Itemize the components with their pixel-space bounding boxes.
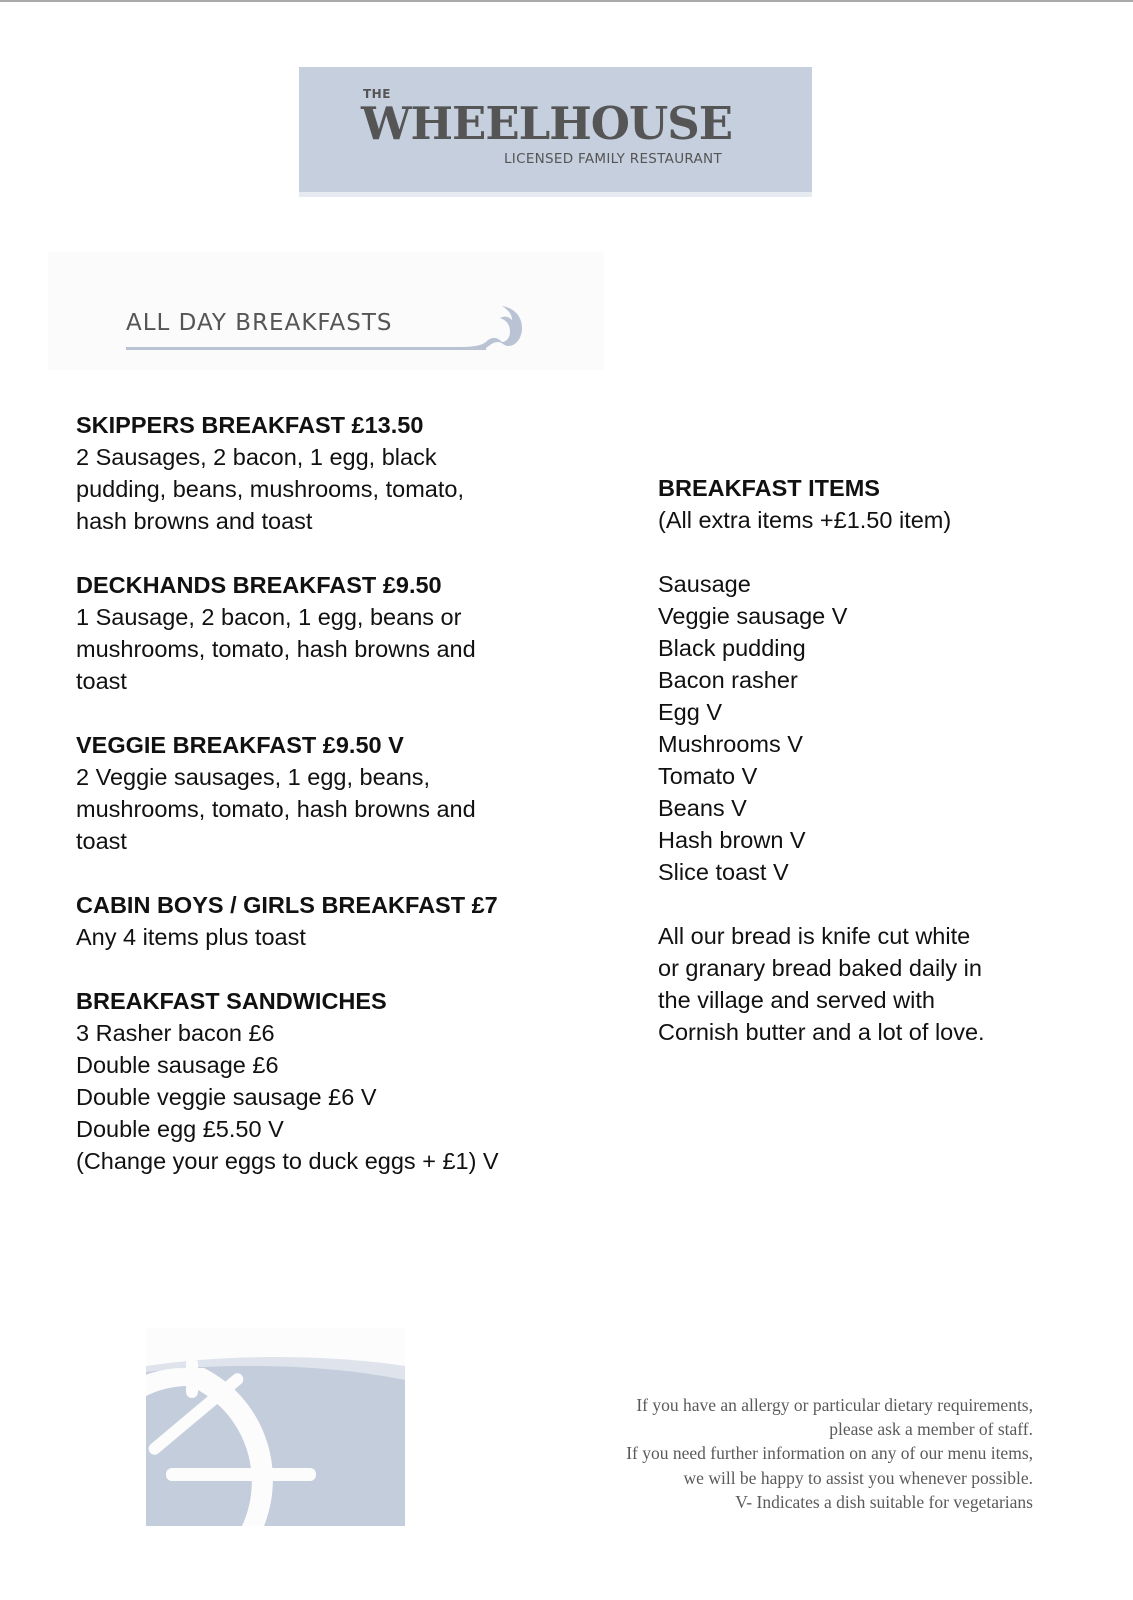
dish-description-line: mushrooms, tomato, hash browns and bbox=[76, 796, 476, 822]
items-title: BREAKFAST ITEMS bbox=[658, 475, 880, 501]
section-title: ALL DAY BREAKFASTS bbox=[126, 310, 393, 336]
extra-item: Sausage bbox=[658, 571, 751, 597]
dish-description-line: 1 Sausage, 2 bacon, 1 egg, beans or bbox=[76, 604, 462, 630]
sandwich-note: (Change your eggs to duck eggs + £1) V bbox=[76, 1148, 499, 1174]
vegetarian-legend: V- Indicates a dish suitable for vegetarians bbox=[735, 1491, 1033, 1512]
notice-line: we will be happy to assist you whenever possible. bbox=[683, 1467, 1033, 1488]
logo-tagline: LICENSED FAMILY RESTAURANT bbox=[503, 151, 722, 167]
dish-title: DECKHANDS BREAKFAST £9.50 bbox=[76, 572, 442, 598]
bread-note-line: All our bread is knife cut white bbox=[658, 923, 971, 949]
bread-note-line: Cornish butter and a lot of love. bbox=[658, 1019, 985, 1045]
dish-description-line: pudding, beans, mushrooms, tomato, bbox=[76, 476, 464, 502]
extra-item: Beans V bbox=[658, 795, 747, 821]
dish-description-line: mushrooms, tomato, hash browns and bbox=[76, 636, 476, 662]
extra-item: Tomato V bbox=[658, 763, 758, 789]
notice-line: If you need further information on any of our menu items, bbox=[626, 1443, 1033, 1464]
allergy-notice bbox=[473, 1393, 1033, 1514]
top-border bbox=[0, 0, 1133, 2]
menu-section-sandwiches bbox=[76, 985, 596, 1177]
breakfast-menu-column bbox=[76, 409, 596, 1209]
menu-item-cabin-boys-girls bbox=[76, 889, 596, 953]
dish-description-line: toast bbox=[76, 668, 127, 694]
ships-wheel-icon bbox=[146, 1328, 405, 1526]
wave-icon bbox=[458, 304, 524, 354]
dish-title: CABIN BOYS / GIRLS BREAKFAST £7 bbox=[76, 892, 498, 918]
dish-description-line: hash browns and toast bbox=[76, 508, 313, 534]
extra-item: Hash brown V bbox=[658, 827, 806, 853]
logo-name: WHEELHOUSE bbox=[361, 97, 733, 150]
extra-item: Slice toast V bbox=[658, 859, 789, 885]
sandwich-item: 3 Rasher bacon £6 bbox=[76, 1020, 275, 1046]
dish-description-line: toast bbox=[76, 828, 127, 854]
sandwich-item: Double egg £5.50 V bbox=[76, 1116, 284, 1142]
notice-line: If you have an allergy or particular dietary requirements, bbox=[636, 1395, 1033, 1415]
bread-note-line: the village and served with bbox=[658, 987, 935, 1013]
notice-line: please ask a member of staff. bbox=[829, 1419, 1033, 1440]
sandwich-item: Double veggie sausage £6 V bbox=[76, 1084, 377, 1110]
section-underline bbox=[126, 347, 486, 350]
breakfast-items-column bbox=[658, 472, 1078, 1048]
extra-item: Mushrooms V bbox=[658, 731, 803, 757]
section-header bbox=[48, 252, 604, 370]
menu-item-skippers bbox=[76, 409, 596, 537]
items-subtitle: (All extra items +£1.50 item) bbox=[658, 507, 952, 533]
extra-item: Black pudding bbox=[658, 635, 806, 661]
extra-item: Bacon rasher bbox=[658, 667, 798, 693]
restaurant-logo bbox=[299, 67, 812, 197]
dish-title: VEGGIE BREAKFAST £9.50 V bbox=[76, 732, 404, 758]
dish-description-line: Any 4 items plus toast bbox=[76, 924, 306, 950]
ships-wheel-graphic bbox=[146, 1328, 405, 1526]
dish-description-line: 2 Sausages, 2 bacon, 1 egg, black bbox=[76, 444, 437, 470]
bread-note bbox=[658, 920, 1078, 1048]
dish-title: SKIPPERS BREAKFAST £13.50 bbox=[76, 412, 424, 438]
bread-note-line: or granary bread baked daily in bbox=[658, 955, 982, 981]
logo-prefix: THE bbox=[363, 87, 391, 101]
extra-item: Egg V bbox=[658, 699, 723, 725]
menu-item-deckhands bbox=[76, 569, 596, 697]
sandwich-item: Double sausage £6 bbox=[76, 1052, 279, 1078]
sandwiches-title: BREAKFAST SANDWICHES bbox=[76, 988, 387, 1014]
dish-description-line: 2 Veggie sausages, 1 egg, beans, bbox=[76, 764, 431, 790]
extra-item: Veggie sausage V bbox=[658, 603, 848, 629]
menu-item-veggie bbox=[76, 729, 596, 857]
